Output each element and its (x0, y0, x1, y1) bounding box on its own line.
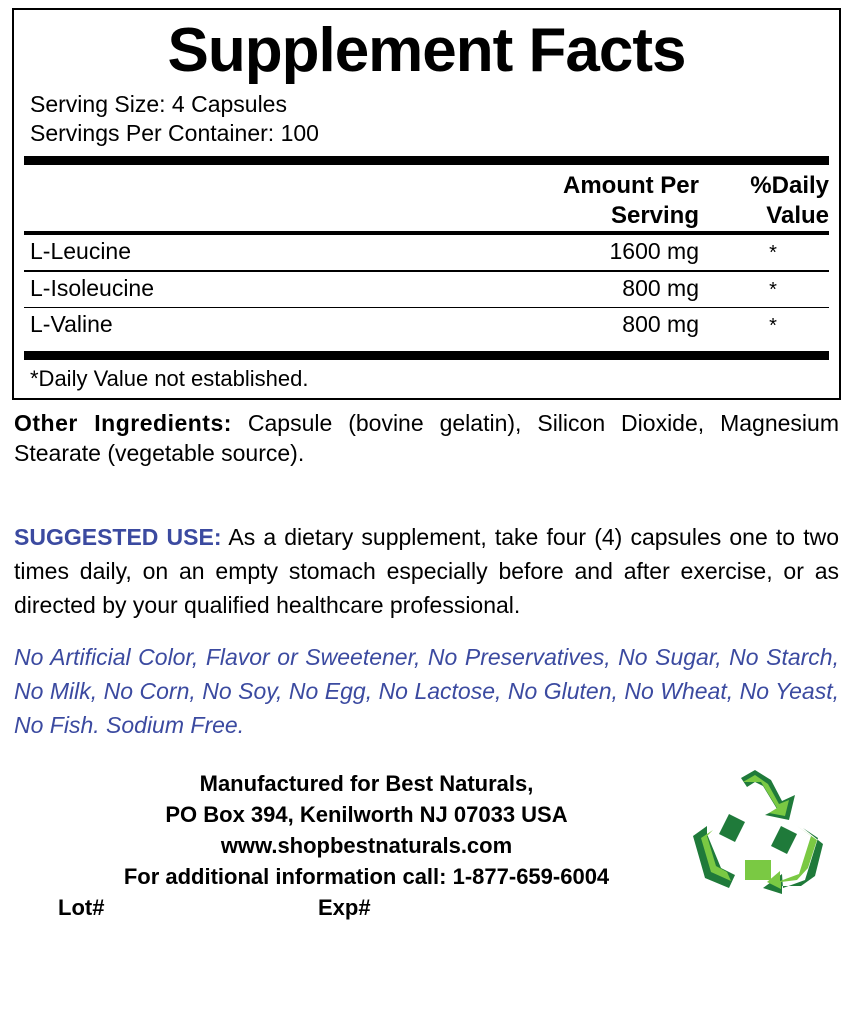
nutrient-name: L-Leucine (30, 238, 132, 264)
servings-per-container: Servings Per Container: 100 (30, 120, 319, 146)
website-line: www.shopbestnaturals.com (220, 833, 513, 858)
table-row (24, 235, 829, 270)
nutrient-daily-value: * (769, 278, 777, 301)
page-title: Supplement Facts (167, 16, 686, 85)
nutrient-daily-value: * (769, 315, 777, 337)
dv-header-line1: %Daily (750, 172, 829, 199)
table-column-headers (24, 165, 829, 231)
daily-value-header (717, 171, 829, 231)
suggested-use-text: As a dietary supplement, take four (4) capsules one to two times daily, on an empty stomach especially before and after exercise, or as directed by your qualified healthcare professional. (14, 524, 839, 618)
table-row (24, 272, 829, 307)
supplement-facts-panel (12, 8, 841, 400)
footer (10, 768, 843, 928)
nutrient-amount: 1600 mg (609, 238, 699, 264)
suggested-use-label: SUGGESTED USE: (14, 524, 222, 550)
table-row (24, 308, 829, 343)
nutrient-name: L-Isoleucine (30, 274, 155, 301)
nutrient-name: L-Valine (30, 311, 113, 337)
nutrient-daily-value: * (769, 242, 777, 264)
free-from-claims: No Artificial Color, Flavor or Sweetener, No Preservatives, No Sugar, No Starch, No Milk, No Corn, No Soy, No Egg, No Lactose, No Gluten, No Wheat, No Yeast, No Fish. Sodium Free. (14, 644, 839, 738)
phone-line: For additional information call: 1-877-659-6004 (123, 864, 610, 889)
other-ingredients-text: Capsule (bovine gelatin), Silicon Dioxide, Magnesium Stearate (vegetable source). (14, 410, 839, 466)
amount-header-line2: Serving (610, 202, 699, 229)
serving-size: Serving Size: 4 Capsules (30, 91, 287, 117)
lot-label: Lot# (58, 895, 105, 920)
recycle-icon (685, 768, 825, 894)
divider-thick-bottom (24, 351, 829, 360)
suggested-use (14, 520, 839, 622)
amount-header-line1: Amount Per (562, 172, 699, 199)
amount-per-serving-header (399, 171, 717, 231)
divider-thick-top (24, 156, 829, 165)
manufacturer-line: Manufactured for Best Naturals, (199, 771, 534, 796)
nutrient-amount: 800 mg (622, 274, 699, 301)
exp-label: Exp# (318, 895, 371, 920)
dv-header-line2: Value (766, 202, 829, 229)
lot-exp-row (10, 892, 843, 923)
other-ingredients (14, 408, 839, 468)
address-line: PO Box 394, Kenilworth NJ 07033 USA (165, 802, 568, 827)
other-ingredients-label: Other Ingredients: (14, 410, 232, 436)
daily-value-footnote: *Daily Value not established. (30, 366, 309, 391)
nutrient-amount: 800 mg (622, 311, 699, 337)
